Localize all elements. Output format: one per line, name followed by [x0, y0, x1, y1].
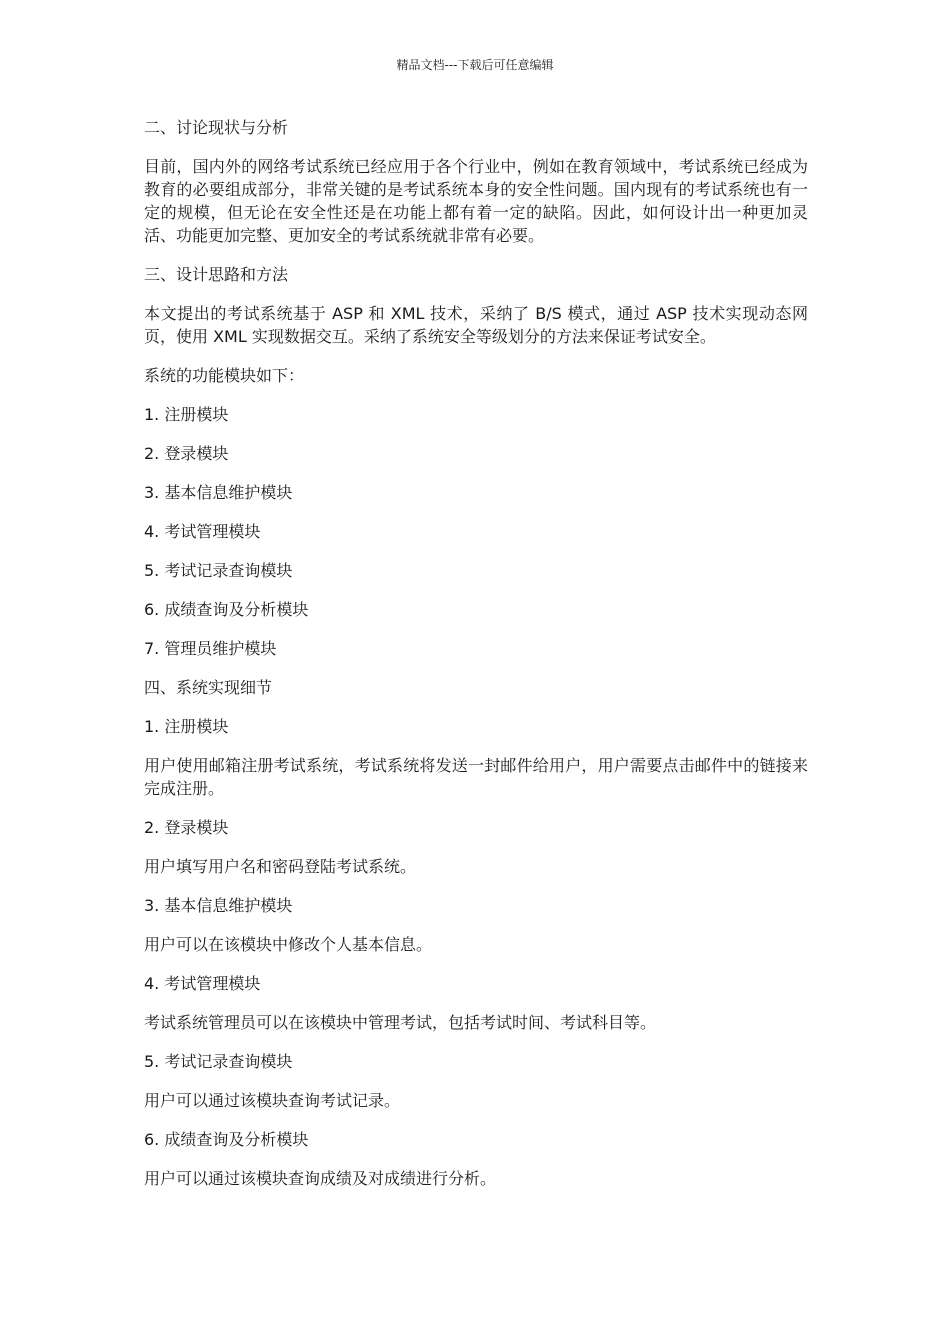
list-item: 5. 考试记录查询模块 [144, 561, 293, 580]
paragraph-design-approach: 本文提出的考试系统基于 ASP 和 XML 技术，采纳了 B/S 模式，通过 ASP 技术实现动态网页，使用 XML 实现数据交互。采纳了系统安全等级划分的方法来保证考试安全。 [144, 304, 808, 346]
subheading-score-analysis: 6. 成绩查询及分析模块 [144, 1130, 309, 1149]
list-item: 4. 考试管理模块 [144, 522, 261, 541]
subheading-basic-info: 3. 基本信息维护模块 [144, 896, 293, 915]
subheading-login: 2. 登录模块 [144, 818, 229, 837]
subheading-registration: 1. 注册模块 [144, 717, 229, 736]
list-item: 7. 管理员维护模块 [144, 639, 277, 658]
paragraph-module-intro: 系统的功能模块如下： [144, 366, 305, 385]
list-item: 2. 登录模块 [144, 444, 229, 463]
paragraph-basic-info: 用户可以在该模块中修改个人基本信息。 [144, 935, 433, 954]
subheading-exam-management: 4. 考试管理模块 [144, 974, 261, 993]
list-item: 1. 注册模块 [144, 405, 229, 424]
section-heading-current-status: 二、讨论现状与分析 [144, 118, 289, 137]
section-heading-implementation: 四、系统实现细节 [144, 678, 273, 697]
paragraph-registration: 用户使用邮箱注册考试系统，考试系统将发送一封邮件给用户，用户需要点击邮件中的链接来完成注册。 [144, 756, 808, 798]
paragraph-exam-records: 用户可以通过该模块查询考试记录。 [144, 1091, 401, 1110]
paragraph-score-analysis: 用户可以通过该模块查询成绩及对成绩进行分析。 [144, 1169, 497, 1188]
list-item: 3. 基本信息维护模块 [144, 483, 293, 502]
paragraph-current-status: 目前，国内外的网络考试系统已经应用于各个行业中，例如在教育领域中，考试系统已经成为教育的必要组成部分，非常关键的是考试系统本身的安全性问题。国内现有的考试系统也有一定的规模，但无论在安全性还是在功能上都有着一定的缺陷。因此，如何设计出一种更加灵活、功能更加完整、更加安全的考试系统就非常有必要。 [144, 157, 808, 245]
section-heading-design-approach: 三、设计思路和方法 [144, 265, 289, 284]
document-body [144, 116, 808, 1206]
subheading-exam-records: 5. 考试记录查询模块 [144, 1052, 293, 1071]
list-item: 6. 成绩查询及分析模块 [144, 600, 309, 619]
paragraph-login: 用户填写用户名和密码登陆考试系统。 [144, 857, 417, 876]
paragraph-exam-management: 考试系统管理员可以在该模块中管理考试，包括考试时间、考试科目等。 [144, 1013, 657, 1032]
page-header: 精品文档---下载后可任意编辑 [396, 58, 554, 72]
